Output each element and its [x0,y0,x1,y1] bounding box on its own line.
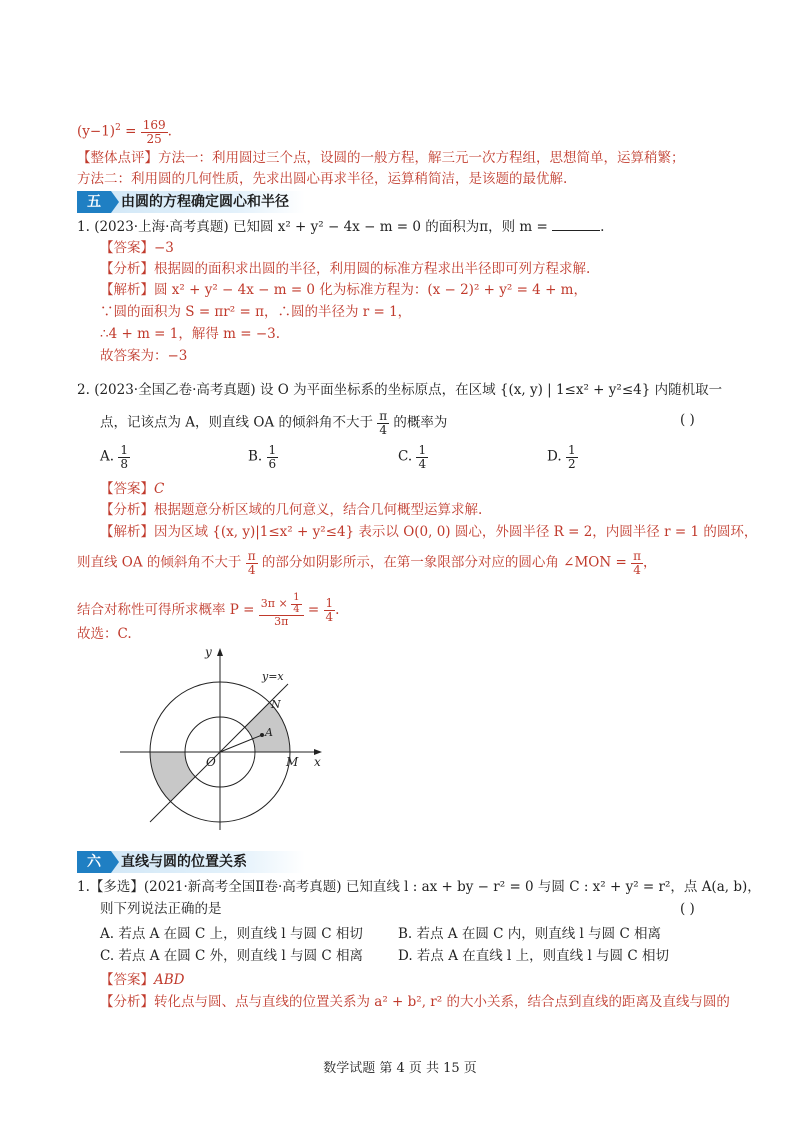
option-d: D. $\frac{1}{2}$ [547,443,576,471]
q2-analysis: 【分析】根据题意分析区域的几何意义，结合几何概型运算求解. [100,502,483,518]
option-a: A. $\frac{1}{8}$ [100,443,128,471]
option-a: A. 若点 A 在圆 C 上，则直线 l 与圆 C 相切 [100,926,363,942]
comment-line-1: 【整体点评】方法一：利用圆过三个点，设圆的一般方程，解三元一次方程组，思想简单，运算稍繁； [77,150,685,166]
q1-analysis: 【分析】根据圆的面积求出圆的半径，利用圆的标准方程求出半径即可列方程求解. [100,261,591,277]
q1-answer: 【答案】−3 [100,240,174,256]
q1-solution-3: ∴4 + m = 1，解得 m = −3. [100,326,281,342]
answer-blank [552,216,600,231]
q2-answer: 【答案】C [100,481,165,497]
choice-parentheses: ( ) [680,901,695,917]
fraction: $\frac{169}{25}$ [142,117,166,146]
section-number: 六 [77,851,111,873]
option-c: C. 若点 A 在圆 C 外，则直线 l 与圆 C 相离 [100,948,363,964]
point-n-label: N [271,698,281,711]
q1-solution-1: 【解析】圆 x² + y² − 4x − m = 0 化为标准方程为：(x − 2)² + y² = 4 + m， [100,282,587,298]
page-footer: 数学试题 第 4 页 共 15 页 [323,1061,477,1076]
shaded-region-q3 [150,752,195,802]
question-3-stem-2: 则下列说法正确的是 [100,901,222,917]
section-header-5 [77,191,305,213]
question-3-stem-1: 1.【多选】(2021·新高考全国Ⅱ卷·高考真题) 已知直线 l : ax + by − r² = 0 与圆 C : x² + y² = r²，点 A(a, b)， [77,879,761,895]
option-c: C. $\frac{1}{4}$ [398,443,427,471]
line-label: y=x [262,670,284,683]
choice-parentheses: ( ) [680,412,695,428]
section-title: 直线与圆的位置关系 [121,854,247,870]
point-m-label: M [286,755,299,769]
q2-solution-4: 故选：C. [77,626,132,642]
section-header-6 [77,851,305,873]
q1-solution-2: ∵圆的面积为 S = πr² = π，∴圆的半径为 r = 1， [100,304,412,320]
question-2-stem-1: 2. (2023·全国乙卷·高考真题) 设 O 为平面坐标系的坐标原点，在区域 {(x, y) | 1≤x² + y²≤4} 内随机取一 [77,382,723,398]
x-axis-label: x [314,755,321,769]
section-number: 五 [77,191,111,213]
annulus-figure [110,640,340,830]
comment-line-2: 方法二：利用圆的几何性质，先求出圆心再求半径，运算稍简洁，是该题的最优解. [77,171,568,187]
point-a [260,733,264,737]
y-axis-label: y [205,645,212,659]
section-title: 由圆的方程确定圆心和半径 [121,194,289,210]
q3-answer: 【答案】ABD [100,972,185,988]
q2-solution-3: 结合对称性可得所求概率 P = 3π × $\frac{1}{4}$ 3π = $\frac{1}{4}$ . [77,592,340,628]
q2-solution-1: 【解析】因为区域 {(x, y)|1≤x² + y²≤4} 表示以 O(0, 0) 圆心，外圆半径 R = 2，内圆半径 r = 1 的圆环， [100,524,758,540]
option-b: B. $\frac{1}{6}$ [248,443,277,471]
option-d: D. 若点 A 在直线 l 上，则直线 l 与圆 C 相切 [398,948,669,964]
q3-analysis: 【分析】转化点与圆、点与直线的位置关系为 a² + b², r² 的大小关系，结合点到直线的距离及直线与圆的 [100,994,730,1010]
q2-solution-2: 则直线 OA 的倾斜角不大于 $\frac{\pi}{4}$ 的部分如阴影所示，在第一象限部分对应的圆心角 ∠MON = $\frac{\pi}{4}$ ， [77,549,657,577]
q1-solution-4: 故答案为：−3 [100,348,188,364]
question-1-stem: 1. (2023·上海·高考真题) 已知圆 x² + y² − 4x − m = 0 的面积为π，则 m = . [77,216,604,237]
option-b: B. 若点 A 在圆 C 内，则直线 l 与圆 C 相离 [398,926,662,942]
point-a-label: A [265,726,273,739]
question-2-stem-2: 点，记该点为 A，则直线 OA 的倾斜角不大于 $\frac{\pi}{4}$ 的概率为 [100,409,448,437]
equation-line: $(y-1)^2$ = $\frac{169}{25}$ . [77,117,172,146]
origin-label: O [206,755,216,769]
